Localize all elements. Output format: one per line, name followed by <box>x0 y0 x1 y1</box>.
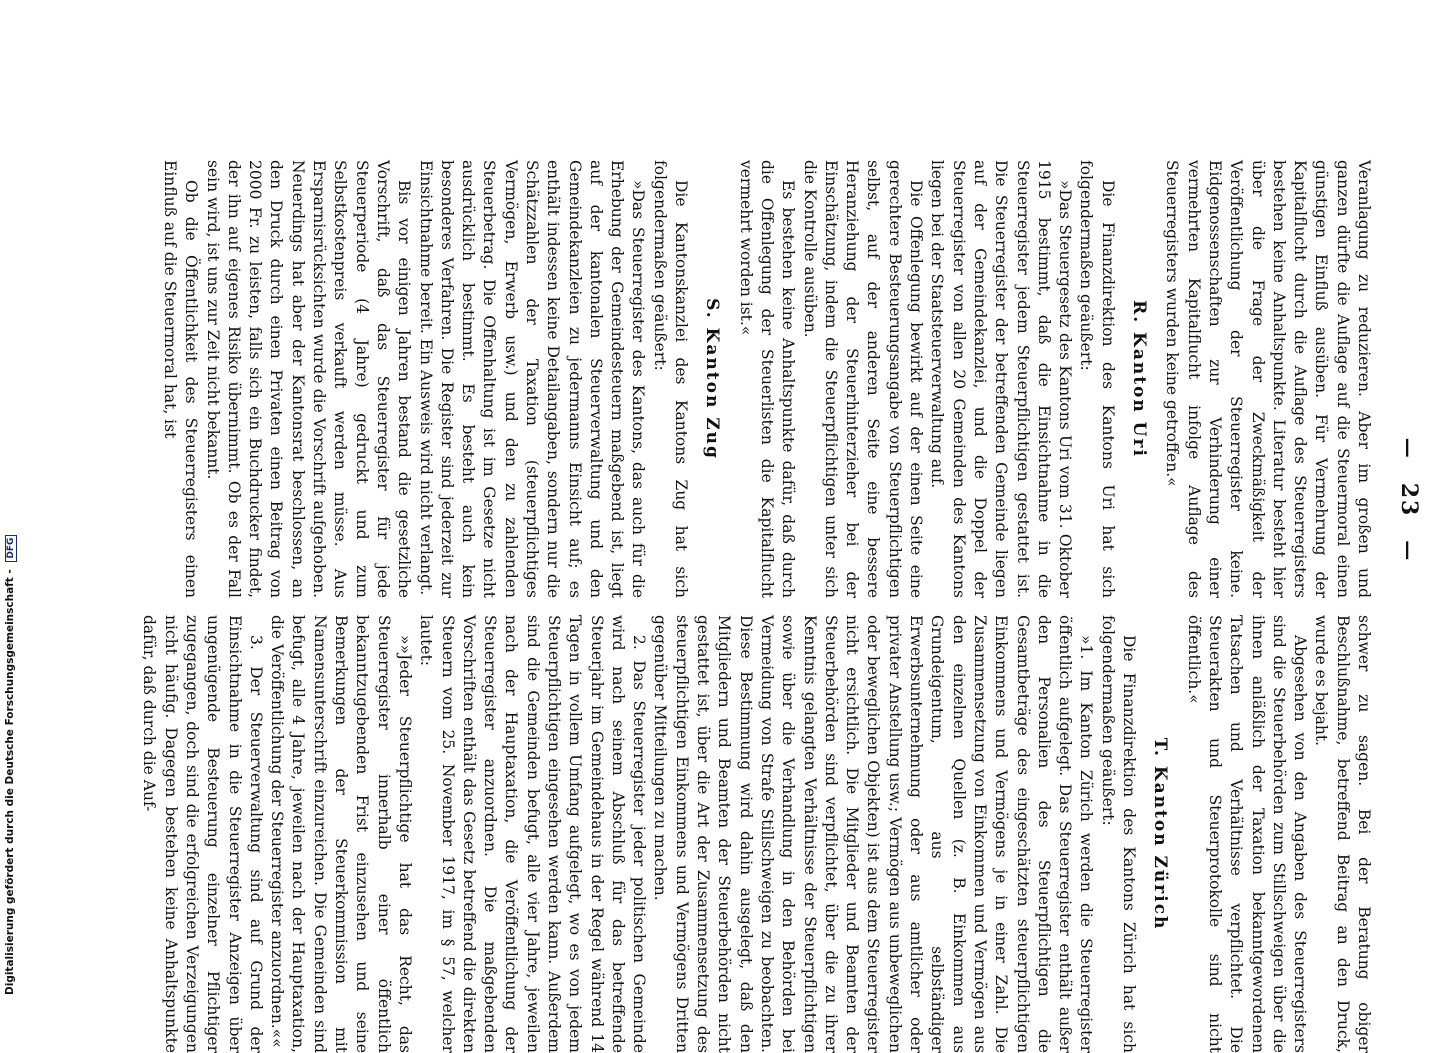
paragraph: Veranlagung zu reduzieren. Aber im großen und ganzen dürfte die Auflage auf die Steuermoral einen günstigen Einfluß ausüben. Für Vermehrung der Kapitalflucht durch die Auflage des Steuerregisters bestehen keine Anhaltspunkte. Literatur besteht hier über die Frage der Zweckmäßigkeit der Veröffentlichung der Steuerregister keine. Eidgenossenschaften zur Verhinderung einer vermehrten Kapitalflucht infolge Auflage des Steuerregisters wurden keine getroffen.« <box>1163 160 1373 598</box>
section-heading-zuerich: T. Kanton Zürich <box>1150 737 1171 931</box>
paragraph: Ob die Öffentlichkeit des Steuerregisters einen Einfluß auf die Steuermoral hat, ist <box>160 160 201 598</box>
paragraph: »Das Steuergesetz des Kantons Uri vom 31. Oktober 1915 bestimmt, daß die Einsichtnahme in die Steuerregister jedem Steuerpflichtigen gestattet ist. Die Steuerregister der betreffenden Gemeinde liegen auf der Gemeindekanzlei, und die Doppel der Steuerregister von allen 20 Gemeinden des Kantons liegen bei der Staatsteuerverwaltung auf. <box>928 160 1075 598</box>
paragraph: Die Finanzdirektion des Kantons Zürich hat sich folgendermaßen geäußert: <box>1098 615 1139 1053</box>
paragraph: Die Offenlegung bewirkt auf der einen Seite eine gerechtere Besteuerungsangabe von Steuerpflichtigen selbst, auf der anderen Seite eine bessere Heranziehung der Steuerhinterzieher bei der Einschätzung, indem die Steuerpflichtigen unter sich die Kontrolle ausüben. <box>800 160 926 598</box>
paragraph: Bis vor einigen Jahren bestand die gesetzliche Vorschrift, daß das Steuerregister für jede Steuerperiode (4 Jahre) gedruckt und zum Selbstkostenpreis verkauft werden müsse. Aus Ersparnisrücksichten wurde die Vorschrift aufgehoben. Neuerdings hat aber der Kantonsrat beschlossen, an den Druck durch einen Privaten einen Beitrag von 2000 Fr. zu leisten, falls sich ein Buchdrucker findet, der ihn auf eigenes Risiko übernimmt. Ob es der Fall sein wird, ist uns zur Zeit nicht bekannt. <box>203 160 414 598</box>
dfg-logo-icon: DFG <box>5 535 17 562</box>
section-heading-uri: R. Kanton Uri <box>1129 300 1150 458</box>
page-header <box>1396 0 1422 1000</box>
header-dash-left: — <box>1397 437 1421 460</box>
page-number: 23 <box>1396 482 1422 518</box>
footer-text: Digitalisierung gefördert durch die Deutsche Forschungsgemeinschaft - <box>4 569 16 995</box>
paragraph: »Das Steuerregister des Kantons, das auch für die Erhebung der Gemeindesteuern maßgebend ist, liegt auf der kantonalen Steuerverwaltung und den Gemeindekanzleien zu jedermanns Einsicht auf; es enthält indessen keine Detailangaben, sondern nur die Schätzzahlen der Taxation (steuerpflichtiges Vermögen, Erwerb usw.) und den zu zahlenden Steuerbetrag. Die Offenhaltung ist im Gesetze nicht ausdrücklich bestimmt. Es besteht auch kein besonderes Verfahren. Die Register sind jederzeit zur Einsichtnahme bereit. Ein Ausweis wird nicht verlangt. <box>416 160 648 598</box>
digitization-footer <box>0 0 28 1000</box>
left-column <box>160 160 1374 598</box>
paragraph: Die Finanzdirektion des Kantons Uri hat sich folgendermaßen geäußert: <box>1077 160 1117 598</box>
paragraph: Abgesehen von den Angaben des Steuerregisters sind die Steuerbehörden zum Stillschweigen über die ihnen anläßlich der Taxation bekanntgewordenen Tatsachen und Verhältnisse verpflichtet. Die Steuerakten und Steuerprotokolle sind nicht öffentlich.« <box>1184 615 1310 1053</box>
paragraph: Es bestehen keine Anhaltspunkte dafür, daß durch die Offenlegung der Steuerlisten die Kapitalflucht vermehrt worden ist.« <box>736 160 798 598</box>
paragraph: »1. Im Kanton Zürich werden die Steuerregister öffentlich aufgelegt. Das Steuerregister enthält außer den Personalien des Steuerpflichtigen die Gesamtbeträge des eingeschätzten steuerpflichtigen Einkommens und Vermögens je in einer Zahl. Die Zusammensetzung von Einkommen und Vermögen aus den einzelnen Quellen (z. B. Einkommen aus Grundeigentum, aus selbständiger Erwerbsunternehmung oder aus amtlicher oder privater Anstellung usw.; Vermögen aus unbeweglichen oder beweglichen Objekten) ist aus dem Steuerregister nicht ersichtlich. Die Mitglieder und Beamten der Steuerbehörden sind verpflichtet, über die zu ihrer Kenntnis gelangten Verhältnisse der Steuerpflichtigen sowie über die Verhandlung in den Behörden bei Vermeidung von Strafe Stillschweigen zu beobachten. Diese Bestimmung wird dahin ausgelegt, daß den Mitgliedern und Beamten der Steuerbehörden nicht gestattet ist, über die Art der Zusammensetzung des steuerpflichtigen Einkommens und Vermögens Dritten gegenüber Mitteilungen zu machen. <box>651 615 1096 1053</box>
paragraph: schwer zu sagen. Bei der Beratung obiger Beschlußnahme, betreffend Beitrag an den Druck, wurde es bejaht. <box>1312 615 1373 1053</box>
right-column <box>140 615 1374 1053</box>
footer-line <box>4 0 17 995</box>
paragraph: Die Kantonskanzlei des Kantons Zug hat sich folgendermaßen geäußert: <box>650 160 691 598</box>
header-dash-right: — <box>1397 540 1421 563</box>
paragraph: 2. Das Steuerregister jeder politischen Gemeinde wird nach seinem Abschluß für das betreffende Steuerjahr im Gemeindehaus in der Regel während 14 Tagen in vollem Umfang aufgelegt, wo es von jedem Steuerpflichtigen eingesehen werden kann. Außerdem sind die Gemeinden befugt, alle vier Jahre, jeweilen nach der Hauptaxation, die Veröffentlichung der Steuerregister anzuordnen. Die maßgebenden Vorschriften enthält das Gesetz betreffend die direkten Steuern vom 25. November 1917, im § 57, welcher lautet: <box>417 615 649 1053</box>
paragraph: 3. Der Steuerverwaltung sind auf Grund der Einsichtnahme in die Steuerregister Anzeigen über ungenügende Besteuerung einzelner Pflichtiger zugegangen, doch sind die erfolgreichen Verzeigungen nicht häufig. Dagegen bestehen keine Anhaltspunkte dafür, daß durch die Auf- <box>140 615 265 1053</box>
section-heading-zug: S. Kanton Zug <box>702 298 723 460</box>
paragraph: »»Jeder Steuerpflichtige hat das Recht, das Steuerregister innerhalb einer öffentlich bekanntzugebenden Frist einzusehen und seine Bemerkungen der Steuerkommission mit Namensunterschrift einzureichen. Die Gemeinden sind befugt, alle 4 Jahre, jeweilen nach der Hauptaxation, die Veröffentlichung der Steuerregister anzuordnen.«« <box>268 615 414 1053</box>
